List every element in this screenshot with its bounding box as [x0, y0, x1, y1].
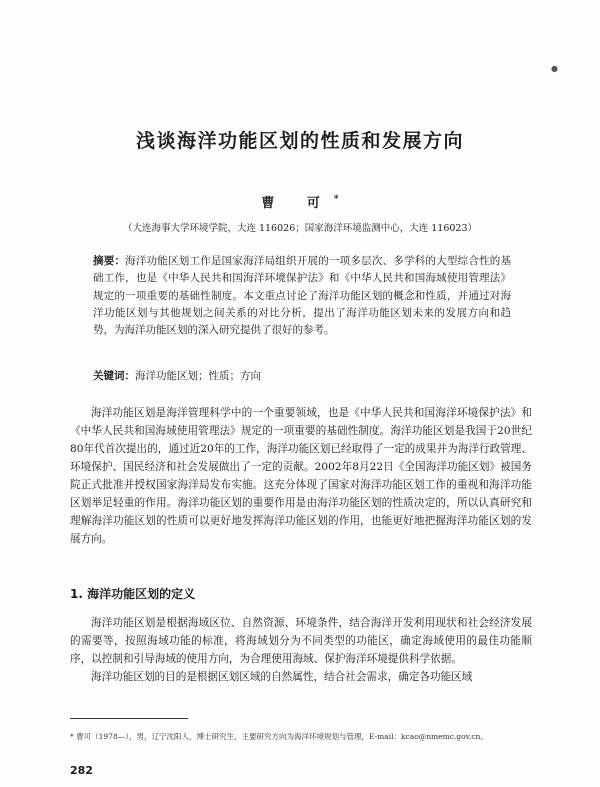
intro-paragraph: 海洋功能区划是海洋管理科学中的一个重要领域，也是《中华人民共和国海洋环境保护法》和《中华人民共和国海域使用管理法》规定的一项重要的基础性制度。海洋功能区划是我国于20世纪80年代首次提出的，通过近20年的工作，海洋功能区划已经取得了一定的成果并为海洋行政管理、环境保护、国民经济和社会发展做出了一定的贡献。2002年8月22日《全国海洋功能区划》被国务院正式批准并授权国家海洋局发布实施。这充分体现了国家对海洋功能区划工作的重视和海洋功能区划举足轻重的作用。海洋功能区划的重要作用是由海洋功能区划的性质决定的，所以认真研究和理解海洋功能区划的性质可以更好地发挥海洋功能区划的作用，也能更好地把握海洋功能区划的发展方向。	[70, 407, 532, 545]
keywords-text: 海洋功能区划；性质；方向	[135, 370, 261, 382]
body-paragraph: 海洋功能区划是根据海域区位、自然资源、环境条件，结合海洋开发利用现状和社会经济发展的需要等，按照海域功能的标准，将海域划分为不同类型的功能区，确定海域使用的最佳功能顺序，以控制和引导海域的使用方向，为合理使用海域、保护海洋环境提供科学依据。	[70, 617, 532, 665]
author-line	[0, 192, 600, 211]
section-heading: 1. 海洋功能区划的定义	[70, 587, 196, 601]
author-name: 曹 可	[261, 196, 334, 211]
section-body	[70, 614, 532, 686]
corner-mark: ●	[551, 64, 558, 73]
author-footnote-mark: *	[333, 194, 339, 205]
abstract-label: 摘要：	[93, 255, 126, 267]
footnote-rule	[70, 718, 188, 719]
footnote: * 曹可（1978—），男，辽宁沈阳人，博士研究生，主要研究方向为海洋环境规划与管理，E-mail：kcao@nmemc.gov.cn。	[70, 732, 488, 741]
keywords-label: 关键词：	[93, 370, 135, 382]
page-number: 282	[70, 764, 93, 777]
intro-section	[70, 404, 532, 548]
abstract	[93, 253, 511, 339]
paper-title: 浅谈海洋功能区划的性质和发展方向	[135, 130, 464, 152]
affiliation: （大连海事大学环境学院，大连 116026；国家海洋环境监测中心，大连 116023）	[122, 223, 478, 234]
keywords	[93, 368, 511, 385]
body-paragraph: 海洋功能区划的目的是根据区划区域的自然属性，结合社会需求，确定各功能区域	[91, 671, 473, 683]
abstract-text: 海洋功能区划工作是国家海洋局组织开展的一项多层次、多学科的大型综合性的基础工作，也是《中华人民共和国海洋环境保护法》和《中华人民共和国海域使用管理法》规定的一项重要的基础性制度。本文重点讨论了海洋功能区划的概念和性质，并通过对海洋功能区划与其他规划之间关系的对比分析，提出了海洋功能区划未来的发展方向和趋势，为海洋功能区划的深入研究提供了很好的参考。	[93, 255, 511, 337]
